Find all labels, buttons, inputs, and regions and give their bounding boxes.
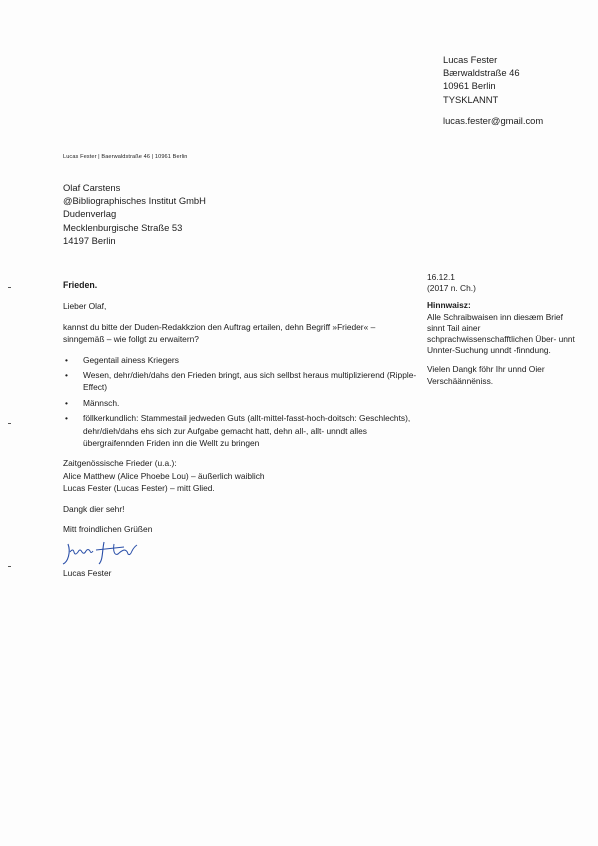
- fold-mark-bottom: [8, 566, 11, 567]
- sidebar-thanks: Vielen Dangk föhr Ihr unnd Oier Verschäännëniss.: [427, 364, 545, 386]
- contemporaries-block: [63, 457, 418, 494]
- return-address-line: Lucas Fester | Baerwaldstraße 46 | 10961 Berlin: [63, 154, 188, 160]
- handwritten-signature: [63, 538, 418, 565]
- list-item-text: föllkerkundlich: Stammestail jedweden Guts (allt-mittel-fasst-hoch-doitsch: Geschlechts), dehr/dieh/dahs ehs sich zur Aufgabe gemacht hatt, dehn all-, allt- unndt alles übergraifennden Friden inn die Wellt zu bringen: [83, 413, 411, 449]
- list-item-text: Gegentail ainess Kriegers: [83, 354, 179, 365]
- list-item-text: Männsch.: [83, 397, 120, 408]
- contemporaries-title: Zaitgenössische Frieder (u.a.):: [63, 458, 177, 469]
- hint-title: Hinnwaisz:: [427, 300, 471, 311]
- list-item: [63, 397, 418, 409]
- sender-street: Bærwaldstraße 46: [443, 67, 520, 79]
- contemporary-2: Lucas Fester (Lucas Fester) – mitt Glied.: [63, 483, 215, 494]
- bullet-icon: •: [65, 413, 68, 424]
- list-item-text: Wesen, dehr/dieh/dahs den Frieden bringt, aus sich sellbst heraus multiplizierend (Ripple-Effect): [83, 370, 417, 393]
- definition-list: [63, 354, 418, 450]
- contemporary-1: Alice Matthew (Alice Phoebe Lou) – äußerlich waiblich: [63, 470, 265, 481]
- sender-name: Lucas Fester: [443, 54, 498, 65]
- sender-city: 10961 Berlin: [443, 80, 496, 92]
- recipient-address: [63, 181, 206, 247]
- letter-intro: kannst du bitte der Duden-Redakkzion den Auftrag ertailen, dehn Begriff »Frieder« – sinngemäß – wie follgt zu erwaitern?: [63, 321, 376, 345]
- punch-mark: [8, 423, 11, 424]
- letter-date: 16.12.1: [427, 272, 455, 282]
- recipient-street: Mecklenburgische Straße 53: [63, 221, 183, 233]
- sender-email: lucas.fester@gmail.com: [443, 114, 544, 126]
- signature-name: Lucas Fester: [63, 567, 112, 578]
- sender-country: TYSKLANNT: [443, 93, 499, 105]
- recipient-department: Dudenverlag: [63, 208, 117, 220]
- letter-subject: Frieden.: [63, 280, 98, 290]
- letter-closing: Mitt froindlichen Grüßen: [63, 524, 153, 535]
- list-item: [63, 369, 418, 394]
- sidebar-info: [427, 272, 577, 387]
- recipient-company: @Bibliographisches Institut GmbH: [63, 195, 206, 207]
- letter-body: [63, 279, 418, 579]
- bullet-icon: •: [65, 354, 68, 365]
- fold-mark-top: [8, 287, 11, 288]
- recipient-city: 14197 Berlin: [63, 234, 116, 246]
- letter-year: (2017 n. Ch.): [427, 283, 476, 294]
- letter-greeting: Lieber Olaf,: [63, 301, 107, 312]
- signature-image: [62, 538, 162, 566]
- hint-text: Alle Schraibwaisen inn diesæm Brief sinnt Tail ainer schprachwissenschafftlichen Über- unnt Unnter-Suchung unndt -finndung.: [427, 311, 575, 356]
- sender-address: [443, 53, 543, 127]
- letter-date-line: [427, 272, 577, 294]
- letter-thanks: Dangk dier sehr!: [63, 503, 125, 514]
- bullet-icon: •: [65, 397, 68, 408]
- list-item: [63, 412, 418, 449]
- recipient-name: Olaf Carstens: [63, 182, 121, 193]
- list-item: [63, 354, 418, 366]
- bullet-icon: •: [65, 370, 68, 381]
